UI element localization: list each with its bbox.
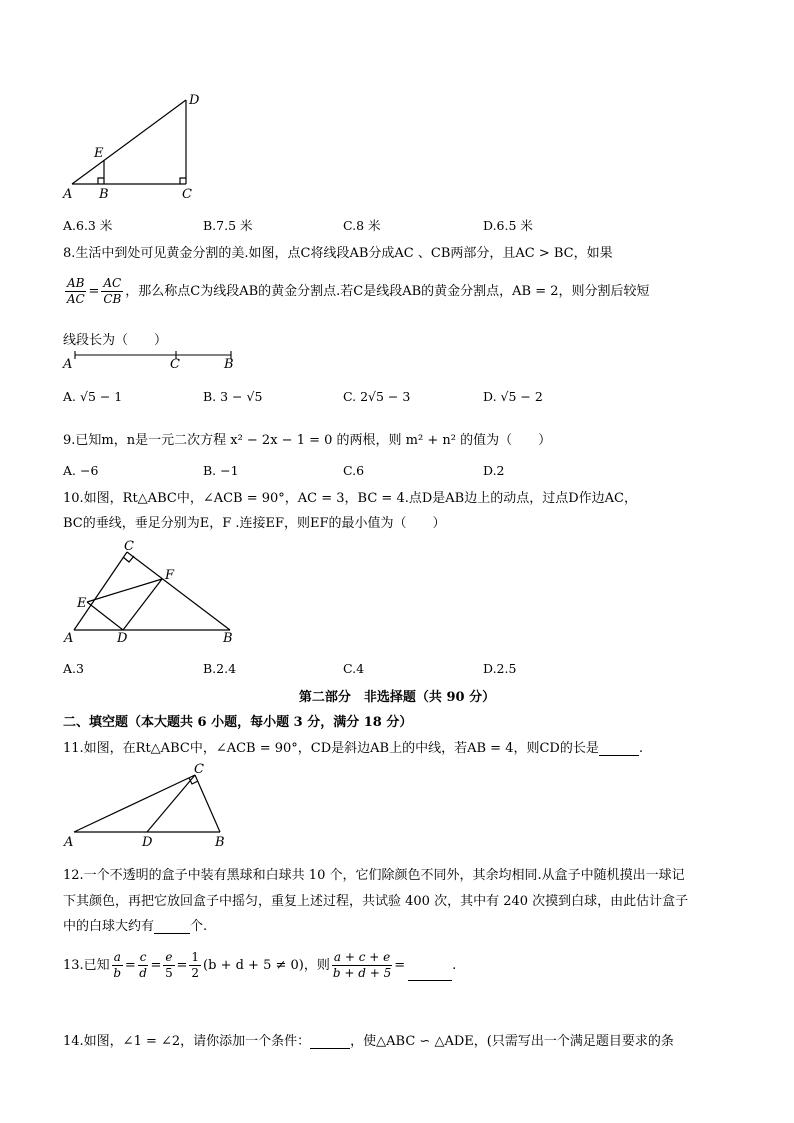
q13-prefix: 13.已知 xyxy=(63,958,110,973)
q7-label-B: B xyxy=(99,187,109,202)
q8-frac1-den: AC xyxy=(66,292,85,306)
q13-answer-blank xyxy=(408,966,452,981)
q13-text: 13.已知 $\frac{a}{b}$ = $\frac{c}{d}$ = $\frac{e}{5}$ = $\frac{1}{2}$ (b + d + 5 ≠ 0)，则 $\frac{a + c + e}{b + d + 5}$ = . xyxy=(63,950,457,980)
q10-option-b: B.2.4 xyxy=(203,661,237,676)
q9-option-c: C.6 xyxy=(343,463,365,478)
q10-text-line1: 10.如图，Rt△ABC中，∠ACB = 90°，AC = 3，BC = 4.点D是AB边上的动点，过点D作边AC， xyxy=(63,491,637,506)
q8-eq: = xyxy=(88,284,100,299)
q12-text-line1: 12.一个不透明的盒子中装有黑球和白球共 10 个，它们除颜色不同外，其余均相同.从盒子中随机摸出一球记 xyxy=(63,868,685,883)
q8-segment-figure xyxy=(60,346,250,372)
q7-option-b: B.7.5 米 xyxy=(203,218,253,233)
q13-f3-den: 5 xyxy=(165,966,173,980)
q13-frac-c-d xyxy=(138,950,149,981)
q11-label-D: D xyxy=(142,835,153,850)
q13-f2-den: d xyxy=(139,966,147,980)
q8-option-b: B. 3 − √5 xyxy=(203,389,263,404)
q8-line2 xyxy=(63,276,650,307)
q8-fraction-ac-cb xyxy=(101,276,123,307)
q10-label-E: E xyxy=(77,596,87,611)
q13-f1-den: b xyxy=(113,966,122,980)
q13-eq: = xyxy=(394,958,406,973)
q9-text: 9.已知m，n是一元二次方程 x² − 2x − 1 = 0 的两根，则 m² + n² 的值为（ ） xyxy=(63,433,552,448)
q8-frac1-num: AB xyxy=(67,276,85,290)
q13-end: . xyxy=(452,958,457,973)
q8-text-line1: 8.生活中到处可见黄金分割的美.如图，点C将线段AB分成AC 、CB两部分，且AC > BC，如果 xyxy=(63,246,613,261)
q13-frac-1-2 xyxy=(189,950,201,981)
q7-label-C: C xyxy=(182,187,192,202)
q11-label-C: C xyxy=(194,762,204,777)
q11-text xyxy=(63,737,643,756)
q7-option-d: D.6.5 米 xyxy=(483,218,533,233)
q9-option-d: D.2 xyxy=(483,463,505,478)
q7-label-D: D xyxy=(189,93,200,108)
q10-text-line2: BC的垂线，垂足分别为E，F .连接EF，则EF的最小值为（ ） xyxy=(63,516,446,531)
q13-f3-num: e xyxy=(165,950,173,964)
q10-option-a: A.3 xyxy=(63,661,84,676)
q13-f5-num: a + c + e xyxy=(333,950,391,964)
q11-text-body: 11.如图，在Rt△ABC中，∠ACB = 90°，CD是斜边AB上的中线，若AB = 4，则CD的长是 xyxy=(63,741,599,756)
q8-fraction-ab-ac xyxy=(65,276,86,307)
q10-option-d: D.2.5 xyxy=(483,661,517,676)
q9-option-a: A. −6 xyxy=(63,463,99,478)
q10-label-C: C xyxy=(124,539,134,554)
q8-label-C: C xyxy=(170,357,180,372)
q7-label-E: E xyxy=(94,146,104,161)
q13-frac-a-b xyxy=(112,950,123,981)
q13-f5-den: b + d + 5 xyxy=(332,966,392,980)
q14-answer-blank xyxy=(310,1034,350,1049)
q13-f4-den: 2 xyxy=(191,966,200,980)
q10-label-D: D xyxy=(117,631,128,646)
q8-label-A: A xyxy=(63,357,73,372)
q13-f1-num: a xyxy=(113,950,121,964)
q8-option-a: A. √5 − 1 xyxy=(63,389,123,404)
q8-label-B: B xyxy=(224,357,234,372)
q14-text xyxy=(63,1030,674,1049)
q8-frac2-num: AC xyxy=(103,276,122,290)
q13-cond: (b + d + 5 ≠ 0)，则 xyxy=(203,958,330,973)
q10-figure xyxy=(60,536,250,648)
q11-label-A: A xyxy=(64,835,74,850)
q12-line3-b: 个. xyxy=(190,919,208,934)
q10-option-c: C.4 xyxy=(343,661,365,676)
q8-frac2-den: CB xyxy=(103,292,122,306)
q8-text-line3: 线段长为（ ） xyxy=(63,333,168,348)
q10-label-B: B xyxy=(223,631,233,646)
q10-label-F: F xyxy=(165,568,175,583)
q10-label-A: A xyxy=(64,631,74,646)
q7-option-c: C.8 米 xyxy=(343,218,381,233)
q13-frac-result xyxy=(332,950,392,981)
q7-option-a: A.6.3 米 xyxy=(63,218,113,233)
q8-line2-rest: ，那么称点C为线段AB的黄金分割点.若C是线段AB的黄金分割点，AB = 2，则分割后较短 xyxy=(125,284,650,299)
q12-answer-blank xyxy=(154,919,190,934)
q12-text-line2: 下其颜色，再把它放回盒子中摇匀，重复上述过程，共试验 400 次，其中有 240 次摸到白球，由此估计盒子 xyxy=(63,894,689,909)
section2-title: 二、填空题（本大题共 6 小题，每小题 3 分，满分 18 分） xyxy=(63,715,413,730)
q12-line3-a: 中的白球大约有 xyxy=(63,919,155,934)
q11-answer-blank xyxy=(599,741,639,756)
q13-f2-num: c xyxy=(139,950,147,964)
q11-figure xyxy=(60,760,240,852)
q13-f4-num: 1 xyxy=(191,950,200,964)
part2-title: 第二部分 非选择题（共 90 分） xyxy=(298,690,496,705)
q8-option-c: C. 2√5 − 3 xyxy=(343,389,411,404)
q13-frac-e-5 xyxy=(163,950,174,981)
q12-text-line3 xyxy=(63,915,207,934)
q7-figure xyxy=(60,88,220,204)
q7-label-A: A xyxy=(63,187,73,202)
q14-a: 14.如图，∠1 = ∠2，请你添加一个条件： xyxy=(63,1034,311,1049)
q14-b: ，使△ABC ∽ △ADE，(只需写出一个满足题目要求的条 xyxy=(350,1034,674,1049)
q11-text-end: . xyxy=(638,741,643,756)
q11-label-B: B xyxy=(215,835,225,850)
q9-option-b: B. −1 xyxy=(203,463,239,478)
q8-option-d: D. √5 − 2 xyxy=(483,389,543,404)
